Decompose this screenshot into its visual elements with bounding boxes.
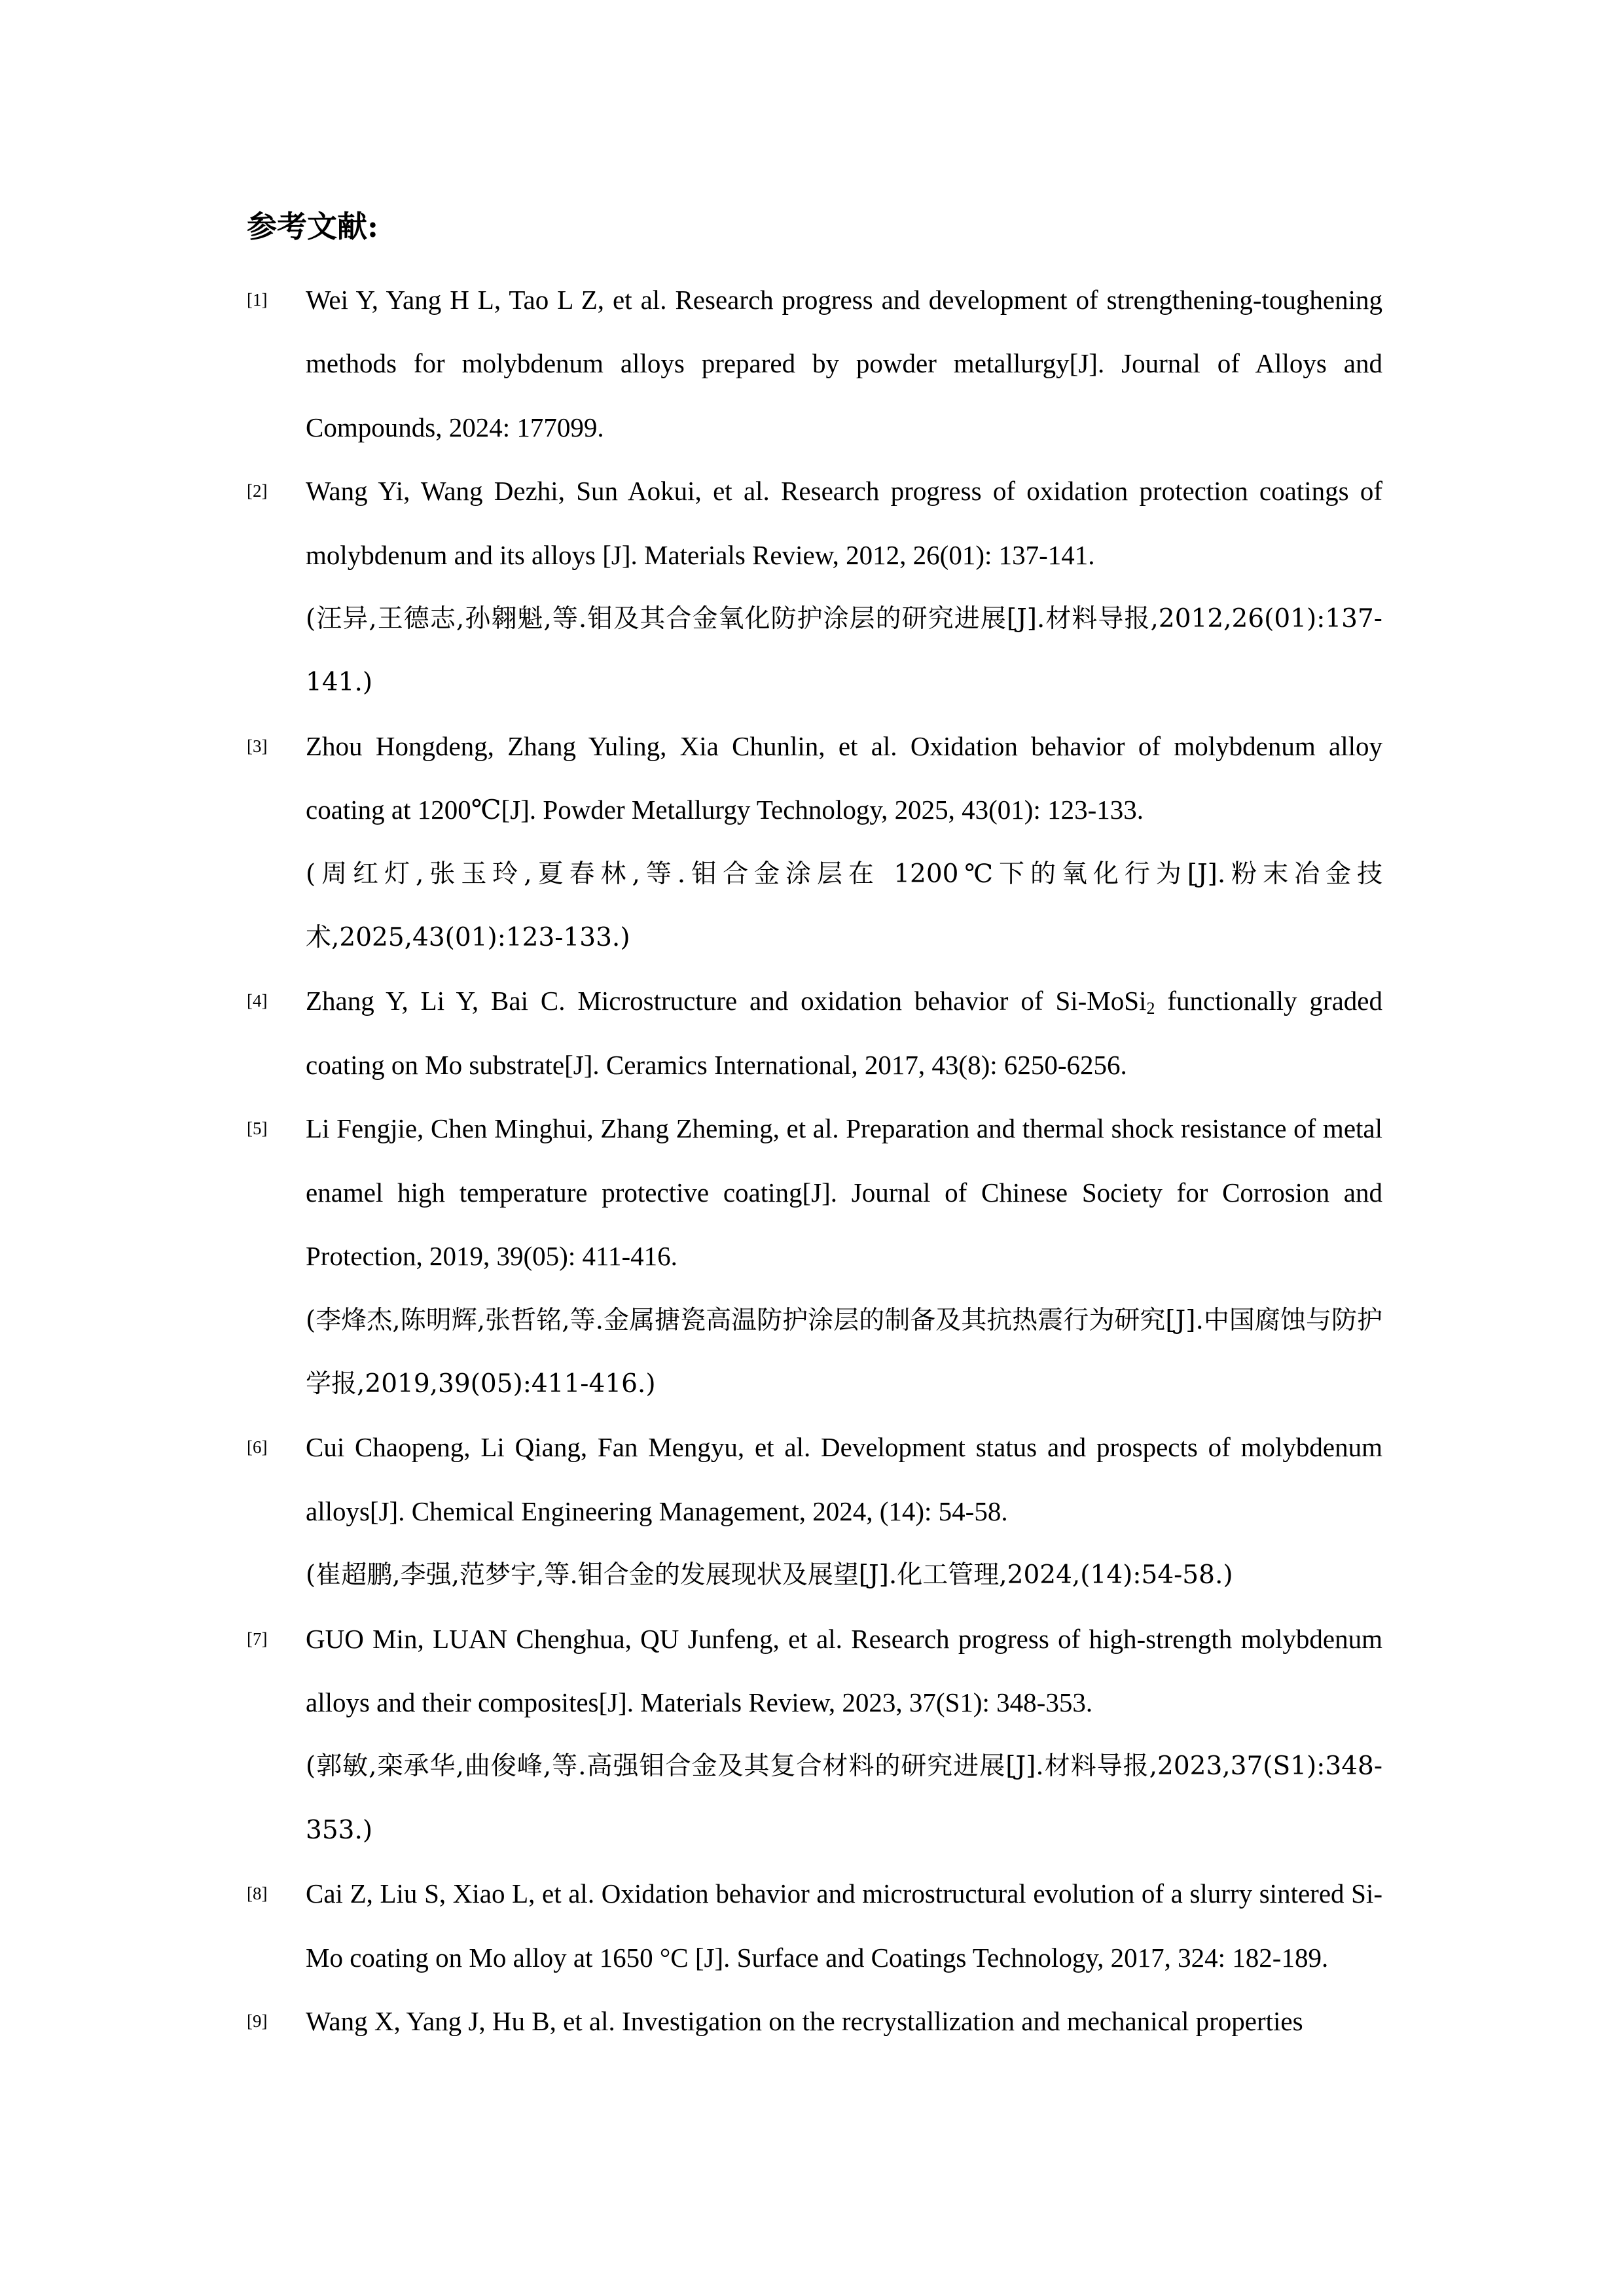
reference-text: Zhou Hongdeng, Zhang Yuling, Xia Chunlin, et al. Oxidation behavior of molybdenum alloy coating at 1200℃[J]. Powder Metallurgy Technology, 2025, 43(01): 123-133. (306, 730, 1382, 825)
reference-text (306, 969, 1382, 1097)
reference-number: [2] (247, 481, 268, 501)
reference-item-9 (247, 1990, 1382, 2053)
reference-number: [6] (247, 1437, 268, 1458)
reference-item-3 (247, 715, 1382, 970)
reference-item-7 (247, 1607, 1382, 1863)
reference-text-part: functionally graded coating on Mo substrate[J]. Ceramics International, 2017, 43(8): 6250-6256. (306, 986, 1382, 1080)
reference-number: [1] (247, 290, 268, 310)
reference-chinese-text: (李烽杰,陈明辉,张哲铭,等.金属搪瓷高温防护涂层的制备及其抗热震行为研究[J].中国腐蚀与防护学报,2019,39(05):411-416.) (306, 1305, 1382, 1399)
reference-chinese-text: (汪异,王德志,孙翱魁,等.钼及其合金氧化防护涂层的研究进展[J].材料导报,2012,26(01):137-141.) (306, 604, 1382, 698)
reference-list (247, 268, 1382, 2053)
reference-item-8 (247, 1862, 1382, 1990)
reference-number: [4] (247, 991, 268, 1011)
reference-number: [7] (247, 1628, 268, 1649)
reference-text: Wang X, Yang J, Hu B, et al. Investigation on the recrystallization and mechanical properties (306, 2005, 1303, 2036)
reference-item-1 (247, 268, 1382, 459)
reference-number: [9] (247, 2011, 268, 2031)
reference-number: [5] (247, 1119, 268, 1139)
reference-text: Wang Yi, Wang Dezhi, Sun Aokui, et al. Research progress of oxidation protection coatings of molybdenum and its alloys [J]. Materials Review, 2012, 26(01): 137-141. (306, 476, 1382, 570)
reference-chinese-text: (周红灯,张玉玲,夏春林,等.钼合金涂层在 1200℃下的氧化行为[J].粉末冶金技术,2025,43(01):123-133.) (306, 859, 1382, 953)
reference-text: Li Fengjie, Chen Minghui, Zhang Zheming, et al. Preparation and thermal shock resistance of metal enamel high temperature protective coating[J]. Journal of Chinese Society for Corrosion and Protection, 2019, 39(05): 411-416. (306, 1113, 1382, 1272)
reference-text-part: Zhang Y, Li Y, Bai C. Microstructure and oxidation behavior of Si-MoSi (306, 986, 1147, 1016)
subscript: 2 (1146, 999, 1155, 1018)
reference-text: Cui Chaopeng, Li Qiang, Fan Mengyu, et al. Development status and prospects of molybdenum alloys[J]. Chemical Engineering Management, 2024, (14): 54-58. (306, 1432, 1382, 1526)
reference-text: GUO Min, LUAN Chenghua, QU Junfeng, et al. Research progress of high-strength molybdenum alloys and their composites[J]. Materials Review, 2023, 37(S1): 348-353. (306, 1623, 1382, 1717)
reference-chinese-text: (郭敏,栾承华,曲俊峰,等.高强钼合金及其复合材料的研究进展[J].材料导报,2023,37(S1):348-353.) (306, 1751, 1382, 1845)
reference-text: Cai Z, Liu S, Xiao L, et al. Oxidation behavior and microstructural evolution of a slurry sintered Si-Mo coating on Mo alloy at 1650 °C [J]. Surface and Coatings Technology, 2017, 324: 182-189. (306, 1878, 1382, 1973)
reference-number: [8] (247, 1884, 268, 1904)
reference-item-5 (247, 1097, 1382, 1416)
references-heading: 参考文献: (247, 209, 378, 244)
reference-item-4 (247, 969, 1382, 1097)
reference-text: Wei Y, Yang H L, Tao L Z, et al. Research progress and development of strengthening-toughening methods for molybdenum alloys prepared by powder metallurgy[J]. Journal of Alloys and Compounds, 2024: 177099. (306, 285, 1382, 442)
reference-item-2 (247, 459, 1382, 715)
reference-item-6 (247, 1416, 1382, 1607)
reference-chinese-text: (崔超鹏,李强,范梦宇,等.钼合金的发展现状及展望[J].化工管理,2024,(14):54-58.) (306, 1560, 1233, 1590)
reference-number: [3] (247, 736, 268, 756)
